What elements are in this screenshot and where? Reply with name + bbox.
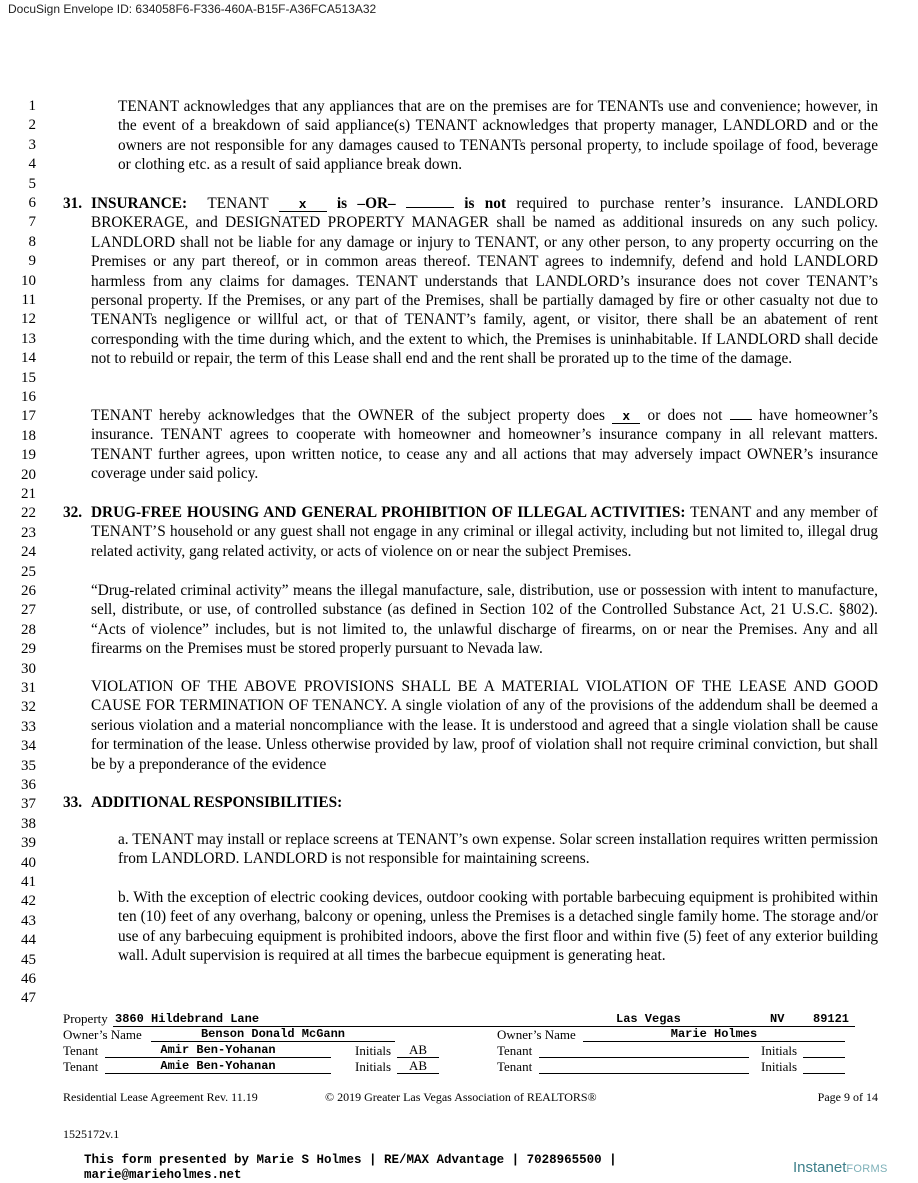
- line-number: 23: [21, 524, 36, 541]
- tenant-name-4[interactable]: [539, 1059, 749, 1074]
- line-number: 37: [21, 796, 36, 813]
- docusign-envelope-id: DocuSign Envelope ID: 634058F6-F336-460A-B15F-A36FCA513A32: [8, 2, 377, 16]
- document-id: 1525172v.1: [63, 1127, 120, 1141]
- item-b-text: b. With the exception of electric cooking devices, outdoor cooking with portable barbecuing equipment is prohibited within ten (10) feet of any overhang, balcony or opening, unless the Premises is a detached single family home. The storage and/or use of any barbecuing equipment is prohibited indoors, above the first floor and within five (5) feet of any exterior building wall. Adult supervision is required at all times the barbecue equipment is generating heat.: [118, 889, 878, 965]
- presented-by-email[interactable]: marie@marieholmes.net: [84, 1168, 242, 1182]
- line-number: 21: [21, 486, 36, 502]
- instanet-forms-logo: [793, 1159, 888, 1176]
- line-number: 36: [21, 777, 36, 793]
- initials-label-3: Initials: [761, 1043, 798, 1058]
- section-32-drug-free: [63, 503, 878, 561]
- line-number: 20: [21, 466, 36, 483]
- line-number: 12: [21, 311, 36, 328]
- presented-by-line: This form presented by Marie S Holmes | RE/MAX Advantage | 7028965500 |: [84, 1153, 617, 1167]
- section-31-heading: INSURANCE:: [91, 195, 188, 212]
- line-number: 14: [21, 350, 36, 367]
- line-number: 42: [21, 893, 36, 910]
- line-number: 8: [28, 233, 36, 250]
- line-number: 4: [28, 156, 36, 173]
- line-number: 1: [28, 98, 36, 114]
- line-number: 30: [21, 660, 36, 677]
- line-number: 9: [28, 253, 36, 270]
- line-number: 40: [21, 854, 36, 871]
- property-row: [63, 1011, 863, 1027]
- section-32-text: TENANT and any member of TENANT’S household or any guest shall not engage in any criminal or illegal activity, including but not limited to, illegal drug related activity, gang related activity, or acts of violence on or near the subject Premises.: [91, 504, 878, 560]
- tenant-row-2: [63, 1059, 863, 1075]
- line-number: 6: [28, 195, 36, 211]
- line-number: 11: [21, 292, 36, 308]
- line-number: 39: [21, 835, 36, 852]
- line-number: 45: [21, 951, 36, 968]
- line-number: 22: [21, 505, 36, 522]
- property-city[interactable]: Las Vegas: [616, 1012, 681, 1026]
- tenant-initials-2[interactable]: AB: [397, 1059, 439, 1074]
- tenant-initials-3[interactable]: [803, 1043, 845, 1058]
- line-number: 38: [21, 815, 36, 832]
- logo-instanet: Instanet: [793, 1159, 847, 1176]
- initials-label-4: Initials: [761, 1059, 798, 1074]
- is-not-label: is not: [464, 195, 507, 212]
- owner-name-2[interactable]: Marie Holmes: [583, 1027, 845, 1042]
- homeowner-text: have homeowner’s insurance. TENANT agrees to cooperate with homeowner and homeowner’s insurance company in all relevant matters. TENANT further agrees, upon written notice, to cease any and all actions that may adversely impact OWNER’s insurance coverage under said policy.: [91, 407, 879, 483]
- tenant-name-3[interactable]: [539, 1043, 749, 1058]
- owner-label-2: Owner’s Name: [497, 1027, 576, 1042]
- line-number: 31: [21, 680, 36, 696]
- owner-has-insurance-checkbox[interactable]: x: [612, 409, 640, 424]
- line-number: 44: [21, 932, 36, 949]
- drug-related-paragraph: [91, 581, 878, 659]
- section-32-number: 32.: [63, 504, 83, 521]
- initials-label-2: Initials: [355, 1059, 392, 1074]
- responsibility-item-a: [118, 830, 878, 869]
- is-label: is: [336, 195, 348, 212]
- section-32-heading: DRUG-FREE HOUSING AND GENERAL PROHIBITION OF ILLEGAL ACTIVITIES:: [91, 504, 686, 521]
- line-number: 18: [21, 427, 36, 444]
- renter-insurance-required-checkbox[interactable]: x: [279, 197, 327, 212]
- section-31-insurance: [63, 194, 879, 369]
- property-state[interactable]: NV: [770, 1012, 785, 1026]
- section-33-additional: [63, 793, 878, 812]
- insurance-text: required to purchase renter’s insurance. LANDLORD BROKERAGE, and DESIGNATED PROPERTY MANAGER shall be named as additional insureds on any such policy. LANDLORD shall not be liable for any damage or injury to TENANT, or any other person, to any property occurring on the Premises or any part thereof, or in common areas thereof. TENANT agrees to indemnify, defend and hold LANDLORD harmless from any claims for damages. TENANT understands that LANDLORD’s insurance does not cover TENANT’s personal property. If the Premises, or any part of the Premises, shall be partially damaged by fire or other casualty not due to TENANTs negligence or willful act, or that of TENANT’s family, agent, or visitor, there shall be an abatement of rent corresponding with the time during which, and the extent to which, the Premises is uninhabitable. If LANDLORD shall decide not to rebuild or repair, the term of this Lease shall end and the rent shall be prorated up to the time of the damage.: [91, 195, 879, 368]
- line-number: 33: [21, 718, 36, 735]
- section-33-heading: ADDITIONAL RESPONSIBILITIES:: [91, 794, 343, 811]
- renter-insurance-not-required-checkbox[interactable]: [406, 207, 454, 208]
- line-number: 32: [21, 699, 36, 716]
- responsibility-item-b: [118, 888, 878, 966]
- line-number: 34: [21, 738, 36, 755]
- owner-no-insurance-checkbox[interactable]: [730, 419, 752, 420]
- item-a-text: a. TENANT may install or replace screens at TENANT’s own expense. Solar screen installation requires written permission from LANDLORD. LANDLORD is not responsible for maintaining screens.: [118, 831, 878, 868]
- owner-row: [63, 1027, 863, 1043]
- tenant-row-1: [63, 1043, 863, 1059]
- presented-by: [84, 1153, 617, 1183]
- logo-forms: FORMS: [846, 1163, 888, 1175]
- tenant-name-2[interactable]: Amie Ben-Yohanan: [105, 1059, 331, 1074]
- line-number: 47: [21, 990, 36, 1007]
- line-number: 7: [28, 214, 36, 231]
- violation-paragraph: [91, 677, 878, 774]
- appliances-text: TENANT acknowledges that any appliances that are on the premises are for TENANTs use and convenience; however, in the event of a breakdown of said appliance(s) TENANT acknowledges that property manager, LANDLORD and or the owners are not responsible for any damages caused to TENANTs personal property, to include spoilage of food, beverage or clothing etc. as a result of said appliance break down.: [118, 98, 878, 174]
- tenant-name-1[interactable]: Amir Ben-Yohanan: [105, 1043, 331, 1058]
- line-number: 27: [21, 602, 36, 619]
- form-name: Residential Lease Agreement Rev. 11.19: [63, 1090, 258, 1104]
- appliances-paragraph: [118, 97, 878, 175]
- line-number: 3: [28, 136, 36, 153]
- line-number: 43: [21, 912, 36, 929]
- or-label: –OR–: [357, 195, 396, 212]
- line-number: 16: [21, 389, 36, 405]
- property-label: Property: [63, 1011, 108, 1026]
- line-number: 5: [28, 175, 36, 192]
- homeowner-lead: TENANT hereby acknowledges that the OWNER of the subject property does: [91, 407, 606, 424]
- initials-label-1: Initials: [355, 1043, 392, 1058]
- does-not-label: or does not: [647, 407, 723, 424]
- copyright: © 2019 Greater Las Vegas Association of REALTORS®: [325, 1090, 597, 1104]
- line-number: 35: [21, 757, 36, 774]
- tenant-label-1: Tenant: [63, 1043, 99, 1058]
- line-number: 41: [21, 874, 36, 890]
- owner-label-1: Owner’s Name: [63, 1027, 142, 1042]
- insurance-lead: TENANT: [207, 195, 269, 212]
- line-number: 25: [21, 563, 36, 580]
- page-number: Page 9 of 14: [817, 1090, 878, 1104]
- tenant-label-4: Tenant: [497, 1059, 533, 1074]
- property-zip[interactable]: 89121: [813, 1012, 850, 1026]
- line-number: 19: [21, 447, 36, 464]
- violation-text: VIOLATION OF THE ABOVE PROVISIONS SHALL BE A MATERIAL VIOLATION OF THE LEASE AND GOOD CAUSE FOR TERMINATION OF TENANCY. A single violation of any of the provisions of the addendum shall be deemed a serious violation and a material noncompliance with the lease. It is understood and agreed that a single violation shall be cause for termination of the lease. Unless otherwise provided by law, proof of violation shall not require criminal conviction, but shall be by a preponderance of the evidence: [91, 678, 878, 773]
- line-number: 46: [21, 971, 36, 987]
- section-31-number: 31.: [63, 195, 83, 212]
- property-address[interactable]: 3860 Hildebrand Lane: [115, 1012, 260, 1026]
- line-number: 2: [28, 117, 36, 134]
- tenant-initials-4[interactable]: [803, 1059, 845, 1074]
- tenant-initials-1[interactable]: AB: [397, 1043, 439, 1058]
- homeowner-insurance-paragraph: [91, 406, 878, 484]
- line-number: 29: [21, 641, 36, 658]
- line-number: 26: [21, 583, 36, 599]
- drug-related-text: “Drug-related criminal activity” means the illegal manufacture, sale, distribution, use or possession with intent to manufacture, sell, distribute, or use, of controlled substance (as defined in Section 102 of the Controlled Substance Act, 21 U.S.C. §802). “Acts of violence” includes, but is not limited to, the unlawful discharge of firearms, on or near the Premises. Any and all firearms on the Premises must be stored properly pursuant to Nevada law.: [91, 582, 878, 658]
- line-number: 15: [21, 369, 36, 386]
- owner-name-1[interactable]: Benson Donald McGann: [151, 1027, 395, 1042]
- line-number: 24: [21, 544, 36, 561]
- line-number: 10: [21, 272, 36, 289]
- tenant-label-2: Tenant: [63, 1059, 99, 1074]
- line-number: 17: [21, 408, 36, 425]
- tenant-label-3: Tenant: [497, 1043, 533, 1058]
- line-number: 28: [21, 621, 36, 638]
- line-number: 13: [21, 330, 36, 347]
- section-33-number: 33.: [63, 794, 83, 811]
